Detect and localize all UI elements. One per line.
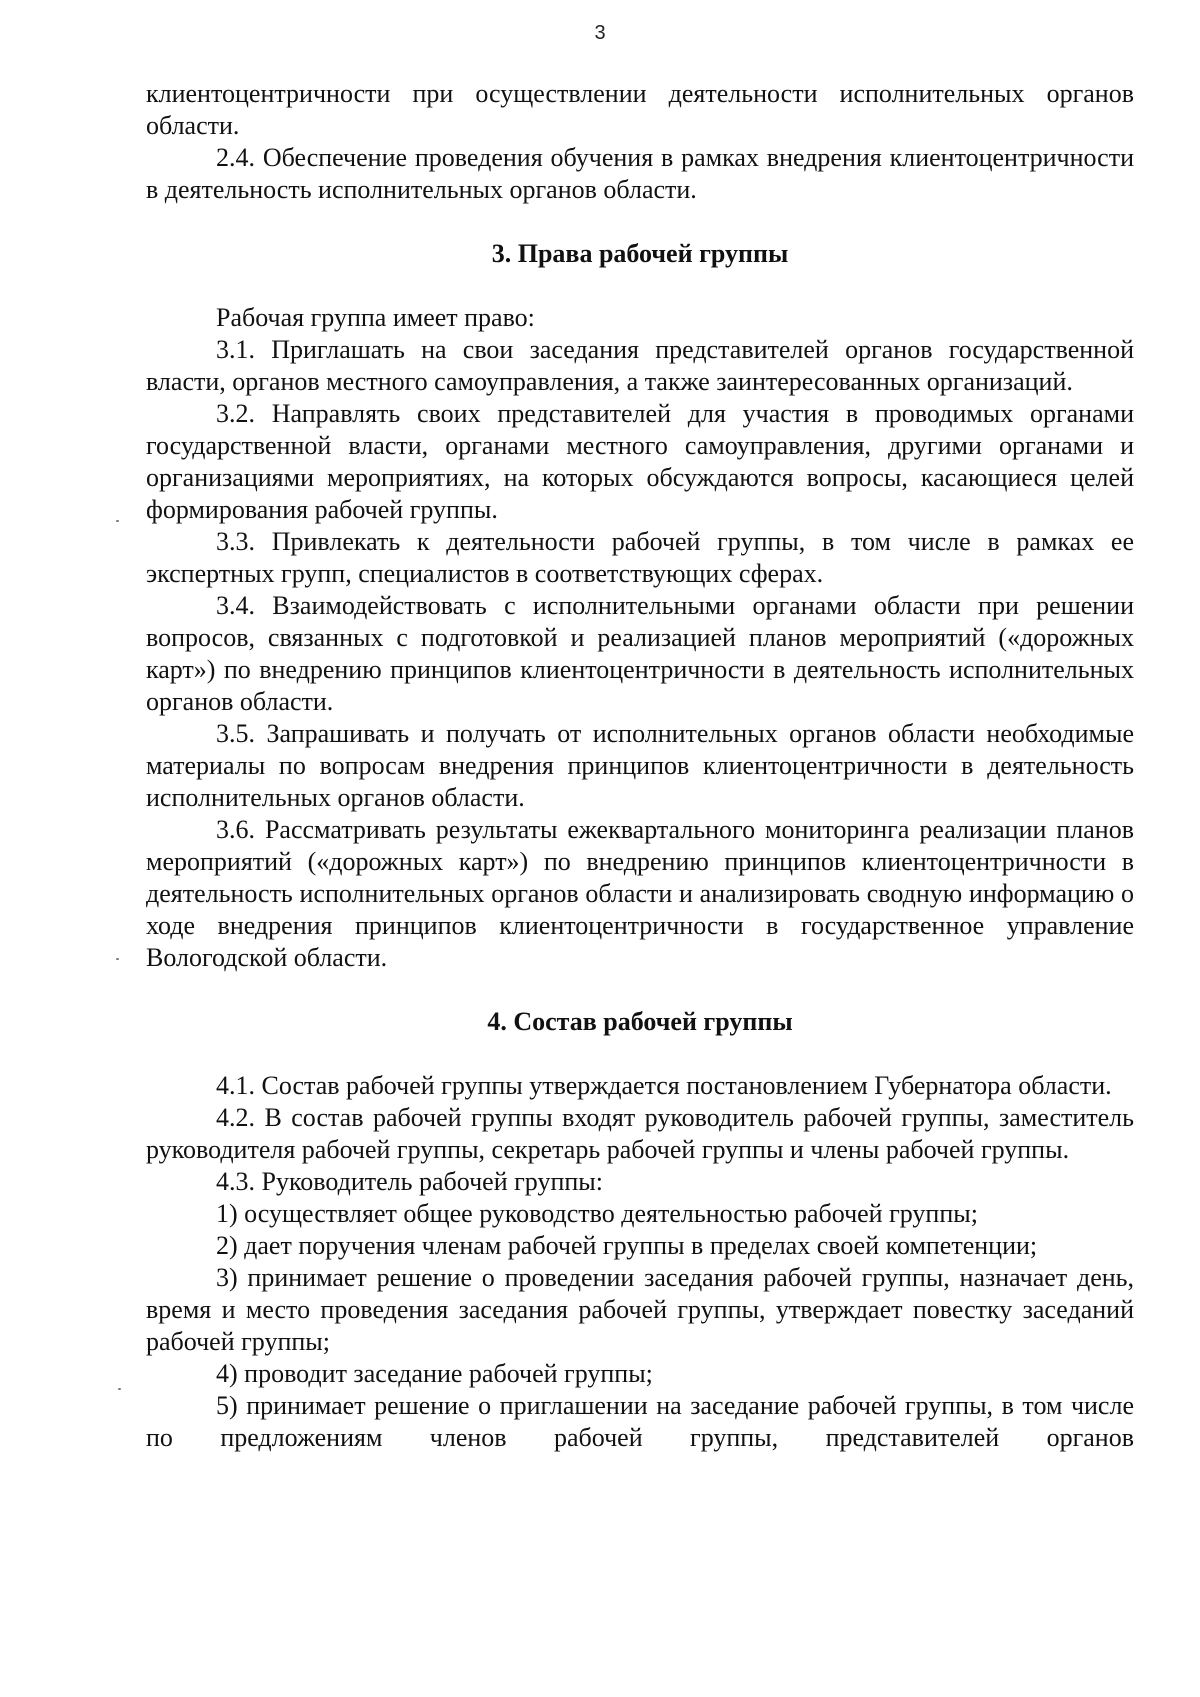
paragraph: 3.4. Взаимодействовать с исполнительными органами области при решении вопросов, связанных с подготовкой и реализацией планов мероприятий («дорожных карт») по внедрению принципов клиентоцентричности в деятельность исполнительных органов области. [146, 591, 1134, 716]
paragraph: 3.1. Приглашать на свои заседания представителей органов государственной власти, органов местного самоуправления, а также заинтересованных организаций. [146, 335, 1134, 396]
paragraph: 4.2. В состав рабочей группы входят руководитель рабочей группы, заместитель руководителя рабочей группы, секретарь рабочей группы и члены рабочей группы. [146, 1103, 1134, 1164]
scan-artifact [118, 1388, 121, 1390]
paragraph: 3.2. Направлять своих представителей для участия в проводимых органами государственной власти, органами местного самоуправления, другими органами и организациями мероприятиях, на которых обсуждаются вопросы, касающиеся целей формирования рабочей группы. [146, 399, 1134, 524]
paragraph: 5) принимает решение о приглашении на заседание рабочей группы, в том числе по предложениям членов рабочей группы, представителей органов [146, 1391, 1134, 1452]
paragraph: 4) проводит заседание рабочей группы; [216, 1359, 653, 1388]
document-body [146, 78, 1134, 1454]
paragraph: 2.4. Обеспечение проведения обучения в рамках внедрения клиентоцентричности в деятельность исполнительных органов области. [146, 143, 1134, 204]
paragraph: 2) дает поручения членам рабочей группы в пределах своей компетенции; [216, 1231, 1038, 1260]
page-number: 3 [594, 22, 606, 44]
paragraph: 4.3. Руководитель рабочей группы: [216, 1167, 603, 1196]
paragraph: клиентоцентричности при осуществлении деятельности исполнительных органов области. [146, 79, 1134, 140]
scan-artifact [116, 520, 119, 522]
paragraph: 3.3. Привлекать к деятельности рабочей группы, в том числе в рамках ее экспертных групп, специалистов в соответствующих сферах. [146, 527, 1134, 588]
scan-artifact [116, 958, 119, 960]
paragraph: 3) принимает решение о проведении заседания рабочей группы, назначает день, время и место проведения заседания рабочей группы, утверждает повестку заседаний рабочей группы; [146, 1263, 1134, 1356]
section-heading: 3. Права рабочей группы [491, 239, 789, 268]
paragraph: 3.6. Рассматривать результаты ежеквартального мониторинга реализации планов мероприятий («дорожных карт») по внедрению принципов клиентоцентричности в деятельность исполнительных органов области и анализировать сводную информацию о ходе внедрения принципов клиентоцентричности в государственное управление Вологодской области. [146, 815, 1134, 972]
paragraph: 3.5. Запрашивать и получать от исполнительных органов области необходимые материалы по вопросам внедрения принципов клиентоцентричности в деятельность исполнительных органов области. [146, 719, 1134, 812]
paragraph: Рабочая группа имеет право: [216, 303, 535, 332]
paragraph: 1) осуществляет общее руководство деятельностью рабочей группы; [216, 1199, 978, 1228]
paragraph: 4.1. Состав рабочей группы утверждается постановлением Губернатора области. [216, 1071, 1112, 1100]
section-heading: 4. Состав рабочей группы [487, 1007, 793, 1036]
